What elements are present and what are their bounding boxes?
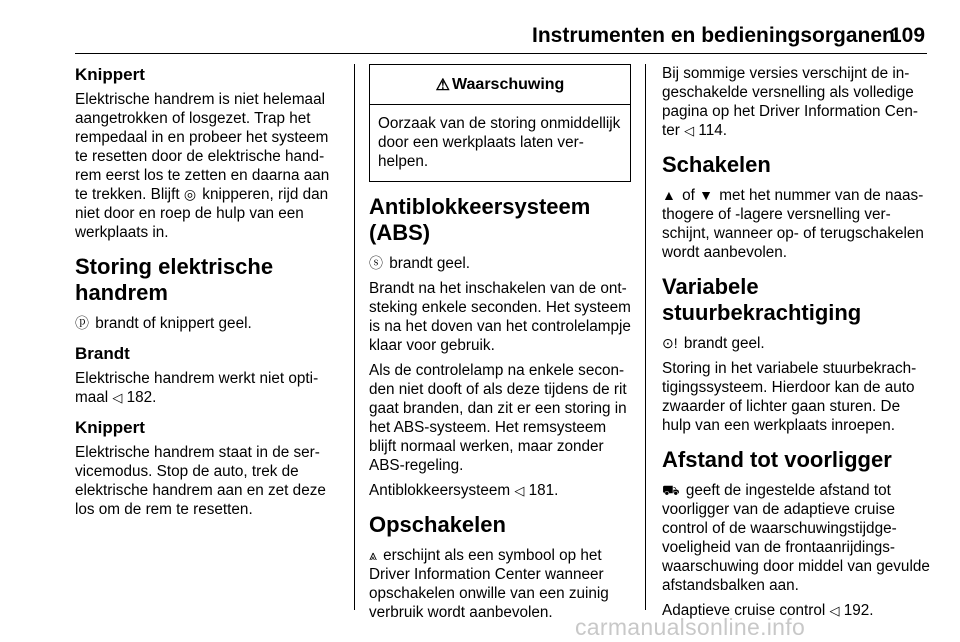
section-heading-storing: Storing elektrische handrem <box>75 254 274 305</box>
section-heading-knippert: Knippert <box>75 65 145 84</box>
warning-triangle-icon: ⚠ <box>435 76 451 94</box>
section-heading-variabele: Variabele stuurbekrachtiging <box>662 274 862 325</box>
column-divider-1 <box>354 64 355 610</box>
watermark: carmanualsonline.info <box>575 614 806 640</box>
paragraph-opschakelen: ⩓ erschijnt als een symbool op het Driver Information Center wanneer opschakelen onwille van een zuinig verbruik wordt aanbevolen. <box>369 547 609 621</box>
paragraph-abs-3: Als de controlelamp na enkele seconden niet dooft of als deze tijdens de rit gaat branden, dan zit er een storing in het ABS-systeem. Het remsysteem blijft normaal werken, maar zonder ABS-regeling. <box>369 362 627 474</box>
page-header <box>0 0 960 56</box>
column-1 <box>75 64 345 525</box>
paragraph-afstand-ref: Adaptieve cruise control ◁ 192. <box>662 602 874 619</box>
paragraph-storing: ⓟ brandt of knippert geel. <box>75 315 252 332</box>
warning-title: Waarschuwing <box>452 75 565 93</box>
page-reference-link[interactable]: 182. <box>126 389 157 406</box>
page-title: Instrumenten en bedieningsorganen <box>532 24 895 47</box>
upshift-icon: ⩓ <box>369 547 377 563</box>
section-heading-schakelen: Schakelen <box>662 152 771 177</box>
section-heading-afstand: Afstand tot voorligger <box>662 447 892 472</box>
paragraph-abs-2: Brandt na het inschakelen van de ontsteking enkele seconden. Het systeem is na het doven van het controlelampje klaar voor gebruik. <box>369 280 631 354</box>
column-3 <box>662 64 930 626</box>
paragraph-abs-ref: Antiblokkeersysteem ◁ 181. <box>369 482 559 499</box>
paragraph-knippert: Elektrische handrem is niet helemaal aangetrokken of losgezet. Trap het rempedaal in en probeer het systeem te resetten door de elektrische handrem eerst los te zetten en daarna aan te trekken. Blijft ◎ knipperen, rijd dan niet door en roep de hulp van een werkplaats in. <box>75 91 330 241</box>
header-divider <box>75 53 927 54</box>
column-2 <box>369 64 631 628</box>
arrow-up-icon: ▲ <box>662 187 676 203</box>
paragraph-intro: Bij sommige versies verschijnt de ingeschakelde versnelling als volledige pagina op het Driver Information Center ◁ 114. <box>662 65 918 139</box>
paragraph-knippert-2: Elektrische handrem staat in de servicemodus. Stop de auto, trek de elektrische handrem aan en zet deze los om de rem te resetten. <box>75 444 326 518</box>
section-heading-knippert-2: Knippert <box>75 418 145 437</box>
paragraph-afstand: ⛟ geeft de ingestelde afstand tot voorligger van de adaptieve cruise control of de waarschuwingstijdgevoeligheid van de frontaanrijdingswaarschuwing door middel van gevulde afstandsbalken aan. <box>662 482 930 594</box>
page-number: 109 <box>890 24 926 47</box>
page-reference-link[interactable]: 114. <box>698 122 727 139</box>
paragraph-variabele-2: Storing in het variabele stuurbekrachtigingssysteem. Hierdoor kan de auto zwaarder of lichter gaan sturen. De hulp van een werkplaats inroepen. <box>662 360 917 434</box>
paragraph-abs-1: ⓢ brandt geel. <box>369 255 471 272</box>
page-reference-link[interactable]: 192. <box>843 602 874 619</box>
section-heading-opschakelen: Opschakelen <box>369 512 506 537</box>
warning-box <box>369 64 631 182</box>
warning-text: Oorzaak van de storing onmiddellijk door een werkplaats laten verhelpen. <box>378 115 621 170</box>
page-reference-icon: ◁ <box>684 123 695 138</box>
paragraph-schakelen: ▲ of ▼ met het nummer van de naasthogere of -lagere versnelling verschijnt, wanneer op- of terugschakelen wordt aanbevolen. <box>662 187 924 261</box>
warning-body <box>370 105 630 181</box>
vehicle-ahead-icon: ⛟ <box>662 482 680 498</box>
page-reference-icon: ◁ <box>514 483 525 498</box>
page-reference-link[interactable]: 181. <box>528 482 559 499</box>
paragraph-variabele-1: ⊙! brandt geel. <box>662 335 765 352</box>
arrow-down-icon: ▼ <box>699 187 713 203</box>
page-reference-icon: ◁ <box>829 603 840 618</box>
parking-brake-icon: ⓟ <box>75 315 89 331</box>
abs-icon: ⓢ <box>369 255 383 271</box>
section-heading-abs: Antiblokkeersysteem (ABS) <box>369 194 591 245</box>
section-heading-brandt: Brandt <box>75 344 130 363</box>
brake-warning-icon: ◎ <box>183 186 197 202</box>
paragraph-brandt: Elektrische handrem werkt niet optimaal ◁ 182. <box>75 370 319 406</box>
column-divider-2 <box>645 64 646 610</box>
page-reference-icon: ◁ <box>112 390 123 405</box>
warning-header <box>370 65 630 105</box>
steering-warning-icon: ⊙! <box>662 335 678 351</box>
